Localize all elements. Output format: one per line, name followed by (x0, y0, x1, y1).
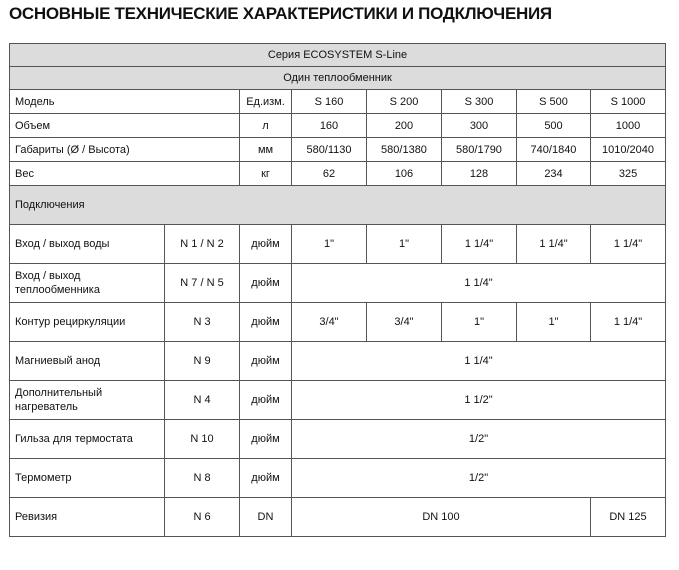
anode-unit: дюйм (240, 342, 292, 381)
water-value: 1 1/4" (442, 225, 517, 264)
model-value: S 160 (292, 90, 367, 114)
water-row (10, 225, 666, 264)
model-value: S 200 (367, 90, 442, 114)
revision-value-large: DN 125 (591, 498, 666, 537)
weight-value: 128 (442, 162, 517, 186)
recirculation-value: 3/4" (292, 303, 367, 342)
model-value: S 500 (517, 90, 591, 114)
exchanger-unit: дюйм (240, 264, 292, 303)
anode-code: N 9 (165, 342, 240, 381)
model-label: Модель (10, 90, 240, 114)
exchanger-value: 1 1/4" (292, 264, 666, 303)
page-title: ОСНОВНЫЕ ТЕХНИЧЕСКИЕ ХАРАКТЕРИСТИКИ И ПОДКЛЮЧЕНИЯ (9, 4, 552, 23)
heater-label: Дополнительный нагреватель (10, 381, 165, 420)
heater-row (10, 381, 666, 420)
thermometer-code: N 8 (165, 459, 240, 498)
volume-unit: л (240, 114, 292, 138)
model-value: S 300 (442, 90, 517, 114)
thermometer-value: 1/2" (292, 459, 666, 498)
thermowell-label: Гильза для термостата (10, 420, 165, 459)
thermowell-value: 1/2" (292, 420, 666, 459)
model-unit: Ед.изм. (240, 90, 292, 114)
weight-label: Вес (10, 162, 240, 186)
recirculation-value: 1 1/4" (591, 303, 666, 342)
dimensions-value: 1010/2040 (591, 138, 666, 162)
heater-code: N 4 (165, 381, 240, 420)
dimensions-row (10, 138, 666, 162)
weight-unit: кг (240, 162, 292, 186)
recirculation-label: Контур рециркуляции (10, 303, 165, 342)
thermometer-unit: дюйм (240, 459, 292, 498)
recirculation-code: N 3 (165, 303, 240, 342)
heater-unit: дюйм (240, 381, 292, 420)
heater-value: 1 1/2" (292, 381, 666, 420)
connections-heading: Подключения (10, 186, 666, 225)
revision-row (10, 498, 666, 537)
volume-row (10, 114, 666, 138)
water-label: Вход / выход воды (10, 225, 165, 264)
recirculation-value: 3/4" (367, 303, 442, 342)
recirculation-unit: дюйм (240, 303, 292, 342)
water-unit: дюйм (240, 225, 292, 264)
water-value: 1 1/4" (591, 225, 666, 264)
weight-value: 106 (367, 162, 442, 186)
dimensions-value: 580/1130 (292, 138, 367, 162)
recirculation-row (10, 303, 666, 342)
thermowell-row (10, 420, 666, 459)
thermometer-row (10, 459, 666, 498)
volume-label: Объем (10, 114, 240, 138)
water-code: N 1 / N 2 (165, 225, 240, 264)
weight-value: 325 (591, 162, 666, 186)
anode-label: Магниевый анод (10, 342, 165, 381)
anode-row (10, 342, 666, 381)
connections-header-row (10, 186, 666, 225)
series-cell: Серия ECOSYSTEM S-Line (10, 44, 666, 67)
dimensions-value: 740/1840 (517, 138, 591, 162)
exchanger-code: N 7 / N 5 (165, 264, 240, 303)
exchanger-type-row (10, 67, 666, 90)
water-value: 1" (292, 225, 367, 264)
dimensions-label: Габариты (Ø / Высота) (10, 138, 240, 162)
revision-value-small: DN 100 (292, 498, 591, 537)
weight-row (10, 162, 666, 186)
volume-value: 1000 (591, 114, 666, 138)
water-value: 1" (367, 225, 442, 264)
dimensions-value: 580/1790 (442, 138, 517, 162)
model-value: S 1000 (591, 90, 666, 114)
revision-label: Ревизия (10, 498, 165, 537)
dimensions-unit: мм (240, 138, 292, 162)
series-row (10, 44, 666, 67)
dimensions-value: 580/1380 (367, 138, 442, 162)
revision-code: N 6 (165, 498, 240, 537)
volume-value: 200 (367, 114, 442, 138)
thermowell-unit: дюйм (240, 420, 292, 459)
weight-value: 234 (517, 162, 591, 186)
exchanger-label: Вход / выход теплообменника (10, 264, 165, 303)
model-row (10, 90, 666, 114)
revision-unit: DN (240, 498, 292, 537)
recirculation-value: 1" (442, 303, 517, 342)
thermometer-label: Термометр (10, 459, 165, 498)
recirculation-value: 1" (517, 303, 591, 342)
anode-value: 1 1/4" (292, 342, 666, 381)
volume-value: 300 (442, 114, 517, 138)
volume-value: 160 (292, 114, 367, 138)
specifications-table (9, 43, 666, 537)
thermowell-code: N 10 (165, 420, 240, 459)
water-value: 1 1/4" (517, 225, 591, 264)
exchanger-connection-row (10, 264, 666, 303)
weight-value: 62 (292, 162, 367, 186)
exchanger-type-cell: Один теплообменник (10, 67, 666, 90)
volume-value: 500 (517, 114, 591, 138)
